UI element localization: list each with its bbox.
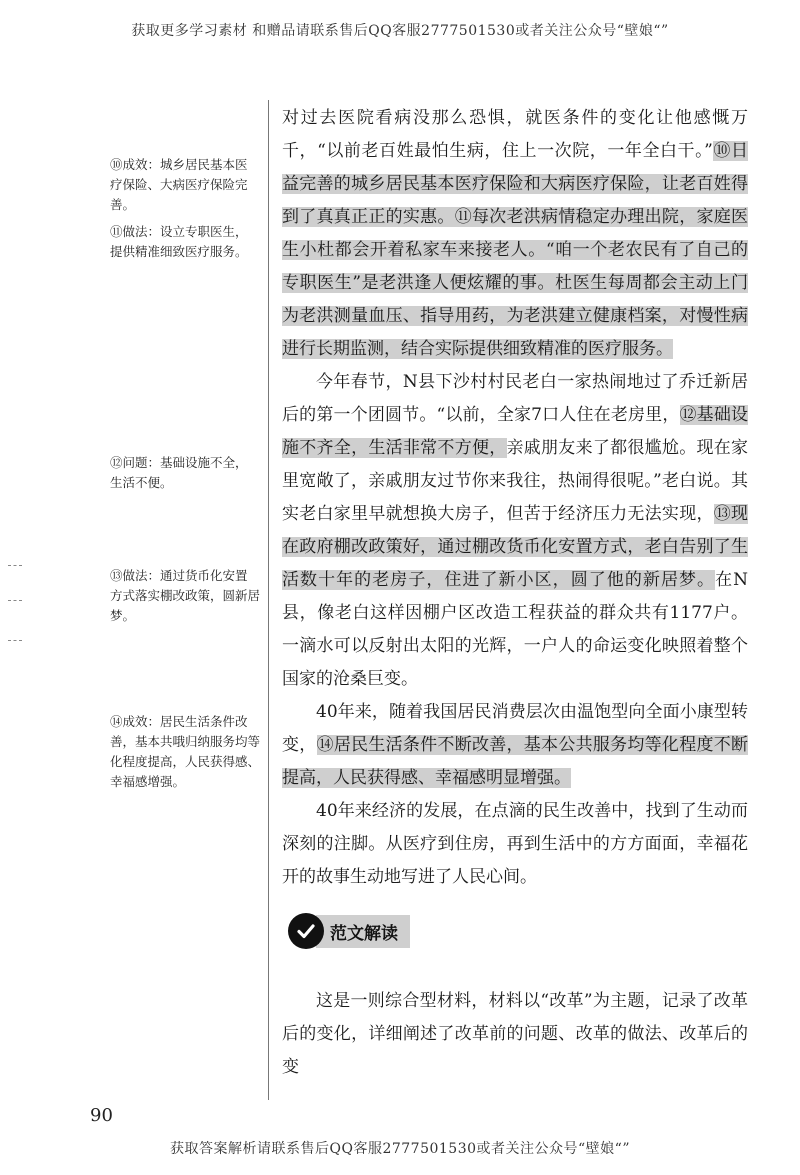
- scan-mark: [8, 600, 22, 601]
- side-note: [110, 222, 260, 262]
- side-note-text: 居民生活条件改善，基本共哦归纳服务均等化程度提高，人民获得感、幸福感增强。: [110, 714, 261, 789]
- paragraph-2: [282, 366, 748, 696]
- side-note: [110, 712, 260, 792]
- paragraph-4: [282, 795, 748, 894]
- scan-mark: [8, 640, 22, 641]
- side-note-label: ⑩成效：: [110, 157, 161, 172]
- paragraph-3: [282, 696, 748, 795]
- section-heading: [288, 912, 410, 950]
- check-icon: [288, 913, 324, 949]
- side-note-label: ⑪做法：: [110, 224, 161, 239]
- highlighted-text: ⑫基础设施不齐全，生活非常不方便，: [282, 405, 748, 458]
- text-run: 40年来经济的发展，在点滴的民生改善中，找到了生动而深刻的注脚。从医疗到住房，再到生活中的方方面面，幸福花开的故事生动地写进了人民心间。: [282, 801, 748, 887]
- side-note-label: ⑬做法：: [110, 568, 161, 583]
- highlighted-text: ⑭居民生活条件不断改善，基本公共服务均等化程度不断提高，人民获得感、幸福感明显增强。: [282, 735, 749, 788]
- side-note-text: 通过货币化安置方式落实棚改政策，圆新居梦。: [110, 568, 261, 623]
- summary-paragraph: 这是一则综合型材料，材料以“改革”为主题，记录了改革后的变化，详细阐述了改革前的问题、改革的做法、改革后的变: [282, 991, 748, 1077]
- side-note: [110, 566, 260, 626]
- side-note: [110, 155, 260, 215]
- highlighted-text: ⑬现在政府棚改政策好，通过棚改货币化安置方式，老白告别了生活数十年的老房子，住进了新小区，圆了他的新居梦。: [282, 504, 749, 590]
- main-text: [282, 102, 748, 894]
- paragraph-1: [282, 102, 748, 366]
- footer-banner: 获取答案解析请联系售后QQ客服2777501530或者关注公众号“壁娘“”: [170, 1141, 630, 1157]
- summary-text: [282, 985, 748, 1084]
- side-note: [110, 453, 260, 493]
- side-note-text: 基础设施不全，生活不便。: [110, 455, 248, 490]
- side-note-text: 设立专职医生，提供精准细致医疗服务。: [110, 224, 248, 259]
- text-run: 亲戚朋友来了都很尴尬。现在家里宽敞了，亲戚朋友过节你来我往，热闹得很呢。”老白说。其实老白家里早就想换大房子，但苦于经济压力无法实现，: [282, 438, 748, 524]
- side-note-label: ⑫问题：: [110, 455, 161, 470]
- section-title: 范文解读: [316, 915, 410, 948]
- margin-divider: [268, 100, 269, 1100]
- text-run: 今年春节，N县下沙村村民老白一家热闹地过了乔迁新居后的第一个团圆节。“以前，全家7口人住在老房里，: [282, 372, 748, 425]
- text-run: 40年来，随着我国居民消费层次由温饱型向全面小康型转变，: [282, 702, 748, 755]
- page-number: 90: [90, 1105, 113, 1126]
- scan-mark: [8, 565, 22, 566]
- side-note-text: 城乡居民基本医疗保险、大病医疗保险完善。: [110, 157, 248, 212]
- side-note-label: ⑭成效：: [110, 714, 161, 729]
- highlighted-text: ⑩日益完善的城乡居民基本医疗保险和大病医疗保险，让老百姓得到了真真正正的实惠。⑪每次老洪病情稳定办理出院，家庭医生小杜都会开着私家车来接老人。“咱一个老农民有了自己的专职医生”是老洪逢人便炫耀的事。杜医生每周都会主动上门为老洪测量血压、指导用药，为老洪建立健康档案，对慢性病进行长期监测，结合实际提供细致精准的医疗服务。: [282, 141, 748, 359]
- header-banner: 获取更多学习素材 和赠品请联系售后QQ客服2777501530或者关注公众号“壁娘“”: [131, 23, 669, 39]
- text-run: 在N县，像老白这样因棚户区改造工程获益的群众共有1177户。一滴水可以反射出太阳的光辉，一户人的命运变化映照着整个国家的沧桑巨变。: [282, 570, 749, 689]
- text-run: 对过去医院看病没那么恐惧，就医条件的变化让他感慨万千，“以前老百姓最怕生病，住上一次院，一年全白干。”: [282, 108, 748, 161]
